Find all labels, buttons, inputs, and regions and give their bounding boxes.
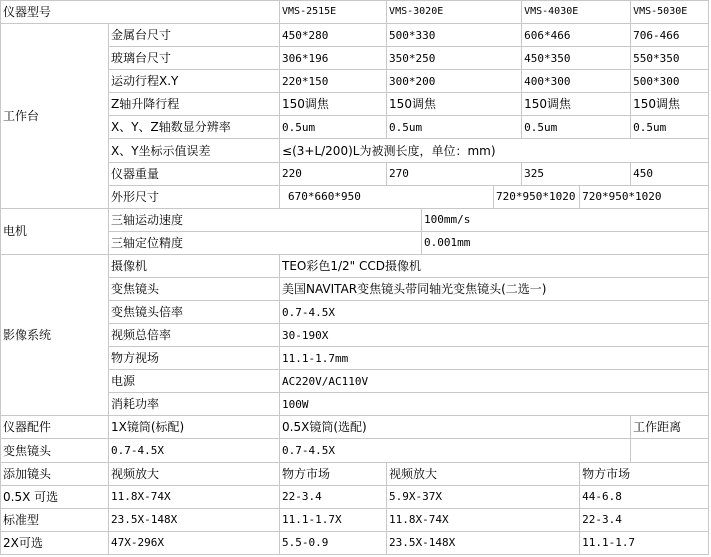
table-row: [1, 531, 709, 554]
model-name: VMS-4030E: [522, 1, 631, 24]
cell-value: 606*466: [522, 24, 631, 47]
row-label: X、Y坐标示值误差: [109, 139, 280, 162]
cell-value: 44-6.8: [580, 485, 709, 508]
cell-value: 220: [280, 162, 387, 185]
category-motor: 电机: [1, 208, 109, 254]
cell-value: 工作距离: [631, 416, 709, 439]
cell-value: 0.001mm: [422, 231, 709, 254]
table-row: [1, 508, 709, 531]
header-row: [1, 1, 709, 24]
cell-value: 美国NAVITAR变焦镜头带同轴光变焦镜头(二选一): [280, 277, 709, 300]
cell-value: 23.5X-148X: [387, 531, 580, 554]
cell-value: 500*330: [387, 24, 522, 47]
table-row: [1, 24, 709, 47]
row-label: 变焦镜头: [109, 277, 280, 300]
category-imaging-system: 影像系统: [1, 254, 109, 416]
table-row: [1, 254, 709, 277]
row-label: 仪器配件: [1, 416, 109, 439]
cell-value: 300*200: [387, 70, 522, 93]
table-row: [1, 485, 709, 508]
cell-value: 0.5um: [631, 116, 709, 139]
row-label: 运动行程X.Y: [109, 70, 280, 93]
cell-value: 350*250: [387, 47, 522, 70]
cell-value: 720*950*1020: [580, 185, 709, 208]
cell-value: 550*350: [631, 47, 709, 70]
cell-value: 11.8X-74X: [387, 508, 580, 531]
row-label: 外形尺寸: [109, 185, 280, 208]
table-row: [1, 416, 709, 439]
cell-value: 220*150: [280, 70, 387, 93]
cell-value: 150调焦: [387, 93, 522, 116]
cell-value: 500*300: [631, 70, 709, 93]
cell-value: 物方市场: [280, 462, 387, 485]
row-label: 物方视场: [109, 347, 280, 370]
cell-value: 22-3.4: [580, 508, 709, 531]
cell-value: 0.5um: [280, 116, 387, 139]
row-label: 添加镜头: [1, 462, 109, 485]
cell-value: 1X镜筒(标配): [109, 416, 280, 439]
row-label: Z轴升降行程: [109, 93, 280, 116]
cell-value: 11.1-1.7X: [280, 508, 387, 531]
table-row: [1, 439, 709, 462]
cell-value: 0.5um: [522, 116, 631, 139]
cell-value: ≤(3+L/200)L为被测长度，单位：mm): [280, 139, 709, 162]
table-row: [1, 462, 709, 485]
cell-value: 450*280: [280, 24, 387, 47]
cell-value: 视频放大: [109, 462, 280, 485]
cell-value: 5.5-0.9: [280, 531, 387, 554]
table-row: [1, 208, 709, 231]
row-label: 玻璃台尺寸: [109, 47, 280, 70]
cell-value: 150调焦: [280, 93, 387, 116]
cell-value: 450: [631, 162, 709, 185]
cell-value: 22-3.4: [280, 485, 387, 508]
cell-value: 270: [387, 162, 522, 185]
cell-value: 670*660*950: [280, 185, 494, 208]
model-name: VMS-2515E: [280, 1, 387, 24]
cell-value: 100W: [280, 393, 709, 416]
row-label: 标准型: [1, 508, 109, 531]
row-label: 变焦镜头: [1, 439, 109, 462]
row-label: 0.5X 可选: [1, 485, 109, 508]
cell-value: AC220V/AC110V: [280, 370, 709, 393]
cell-value: 0.5X镜筒(选配): [280, 416, 631, 439]
cell-value: 47X-296X: [109, 531, 280, 554]
cell-value: TEO彩色1/2" CCD摄像机: [280, 254, 709, 277]
row-label: 仪器重量: [109, 162, 280, 185]
cell-value: 11.8X-74X: [109, 485, 280, 508]
row-label: 金属台尺寸: [109, 24, 280, 47]
model-name: VMS-3020E: [387, 1, 522, 24]
cell-value: 150调焦: [522, 93, 631, 116]
row-label: 变焦镜头倍率: [109, 301, 280, 324]
cell-value: 720*950*1020: [494, 185, 580, 208]
row-label: 摄像机: [109, 254, 280, 277]
cell-value: 306*196: [280, 47, 387, 70]
cell-value: 100mm/s: [422, 208, 709, 231]
cell-value: [631, 439, 709, 462]
row-label: 视频总倍率: [109, 324, 280, 347]
cell-value: 0.7-4.5X: [280, 439, 631, 462]
cell-value: 706-466: [631, 24, 709, 47]
row-label: 电源: [109, 370, 280, 393]
model-header-label: 仪器型号: [1, 1, 280, 24]
cell-value: 30-190X: [280, 324, 709, 347]
row-label: 2X可选: [1, 531, 109, 554]
category-worktable: 工作台: [1, 24, 109, 209]
cell-value: 5.9X-37X: [387, 485, 580, 508]
cell-value: 11.1-1.7mm: [280, 347, 709, 370]
cell-value: 视频放大: [387, 462, 580, 485]
cell-value: 23.5X-148X: [109, 508, 280, 531]
cell-value: 325: [522, 162, 631, 185]
cell-value: 0.7-4.5X: [280, 301, 709, 324]
row-label: X、Y、Z轴数显分辨率: [109, 116, 280, 139]
row-label: 三轴定位精度: [109, 231, 422, 254]
row-label: 三轴运动速度: [109, 208, 422, 231]
cell-value: 0.7-4.5X: [109, 439, 280, 462]
row-label: 消耗功率: [109, 393, 280, 416]
model-name: VMS-5030E: [631, 1, 709, 24]
cell-value: 11.1-1.7: [580, 531, 709, 554]
cell-value: 150调焦: [631, 93, 709, 116]
cell-value: 450*350: [522, 47, 631, 70]
cell-value: 400*300: [522, 70, 631, 93]
cell-value: 0.5um: [387, 116, 522, 139]
cell-value: 物方市场: [580, 462, 709, 485]
